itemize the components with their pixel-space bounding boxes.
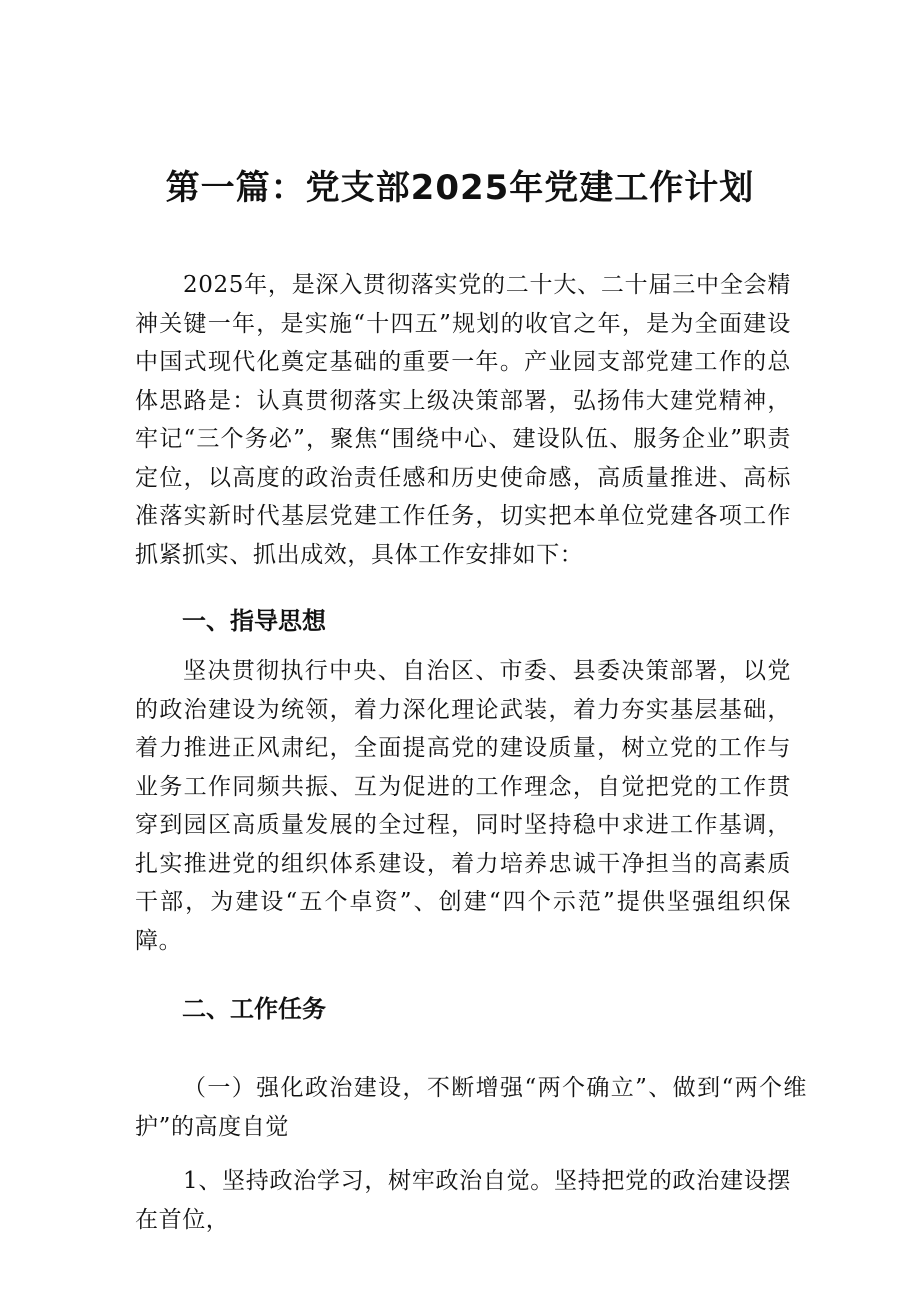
section-heading-guiding-ideology: 一、指导思想 bbox=[182, 607, 326, 635]
section-heading-work-tasks: 二、工作任务 bbox=[182, 995, 326, 1023]
guiding-ideology-paragraph: 坚决贯彻执行中央、自治区、市委、县委决策部署，以党的政治建设为统领，着力深化理论武装，着力夯实基层基础，着力推进正风肃纪，全面提高党的建设质量，树立党的工作与业务工作同频共振、互为促进的工作理念，自觉把党的工作贯穿到园区高质量发展的全过程，同时坚持稳中求进工作基调，扎实推进党的组织体系建设，着力培养忠诚干净担当的高素质干部，为建设“五个卓资”、创建“四个示范”提供坚强组织保障。 bbox=[135, 658, 791, 954]
item-political-study: 1、坚持政治学习，树牢政治自觉。坚持把党的政治建设摆在首位， bbox=[135, 1168, 791, 1233]
document-title: 第一篇：党支部2025年党建工作计划 bbox=[165, 168, 755, 208]
intro-paragraph: 2025年，是深入贯彻落实党的二十大、二十届三中全会精神关键一年，是实施“十四五”规划的收官之年，是为全面建设中国式现代化奠定基础的重要一年。产业园支部党建工作的总体思路是：认真贯彻落实上级决策部署，弘扬伟大建党精神，牢记“三个务必”，聚焦“围绕中心、建设队伍、服务企业”职责定位，以高度的政治责任感和历史使命感，高质量推进、高标准落实新时代基层党建工作任务，切实把本单位党建各项工作抓紧抓实、抓出成效，具体工作安排如下： bbox=[135, 272, 791, 568]
subsection-heading-political-building: （一）强化政治建设，不断增强“两个确立”、做到“两个维护”的高度自觉 bbox=[135, 1075, 807, 1140]
